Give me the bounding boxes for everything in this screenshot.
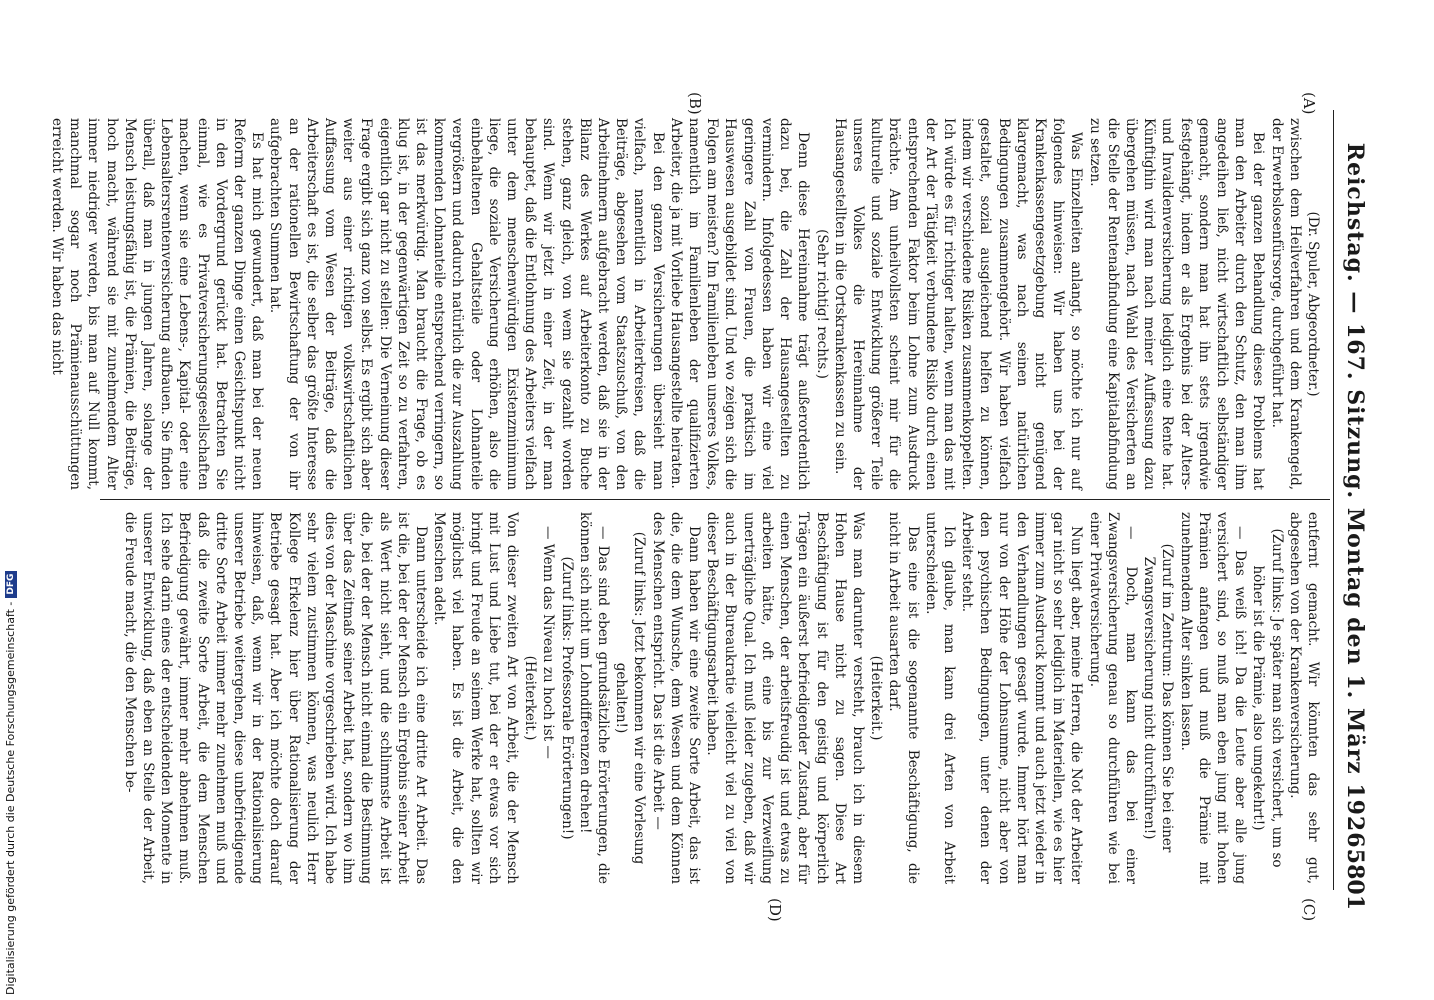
left-column [48,118,1322,490]
interjection: (Heiterkeit.) [522,655,539,741]
margin-marker-b: (B) [686,92,704,115]
dfg-logo: DFG [5,571,17,598]
header-rule [1333,110,1334,890]
interjection: (Heiterkeit.) [868,655,885,741]
margin-marker-d: (D) [766,898,784,922]
right-column [102,512,1322,884]
interjection: (Zuruf links: Professorale Erörterungen!) [558,556,575,840]
paragraph: Was man darunter versteht, brauch ich in diesem Hohen Hause nicht zu sagen. Diese Art Beschäftigung ist für den geistig und körperlich Trägen ein äußerst befriedigender Zustand, aber für einen Menschen, der arbeitsfreudig ist und etwas zu arbeiten hätte, oft eine bis zur Verzweiflung unerträgliche Qual. Ich muß leider zugeben, daß wir auch in der Bureaukratie vielleicht viel zu viel von dieser Beschäftigungsarbeit haben. [704,512,866,884]
page-header [1334,110,1374,910]
credit-text: Digitalisierung gefördert durch die Deutsche Forschungsgemeinschaft - [4,601,17,995]
digitization-credit [4,571,17,995]
page-number: 5801 [1342,848,1368,910]
paragraph: — Das weiß ich! Da die Leute aber alle jung versichert sind, so muß man eben jung mit hohen Prämien anfangen und muß die Prämie mit zunehmendem Alter sinken lassen. [1177,512,1249,884]
paragraph: Denn diese Hereinnahme trägt außerordentlich dazu bei, die Zahl der Hausangestellten zu vermindern. Infolgedessen haben wir eine viel geringere Zahl von Frauen, die praktisch im Hauswesen ausgebildet sind. Und wo zeigen sich die Folgen am meisten? Im Familienleben unseres Volkes, namentlich im Familienleben der qualifizierten Arbeiter, die ja mit Vorliebe Hausangestellte heiraten. [667,118,812,490]
paragraph: Es hat mich gewundert, daß man bei der neuen Reform der ganzen Dinge einen Gesichtspunkt nicht in den Vordergrund gerückt hat. Betrachten Sie einmal, wie es Privatversicherungsgesellschaften machen, wenn sie eine Lebens-, Kapital- oder eine Lebensaltersrentenversicherung aufbauen. Sie finden überall, daß man in jungen Jahren, solange der Mensch leistungsfähig ist, die Prämien, die Beiträge, hoch macht, während sie mit zunehmendem Alter immer niedriger werden, bis man auf Null kommt, manchmal sogar noch Prämienausschüttungen erreicht werden. Wir haben das nicht [48,118,266,490]
paragraph: — Das sind eben grundsätzliche Erörterungen, die können sich nicht um Lohndifferenzen drehen! [576,512,612,884]
paragraph: Ich glaube, man kann drei Arten von Arbeit unterscheiden. [922,512,957,884]
paragraph: Das eine ist die sogenannte Beschäftigung, die nicht in Arbeit ausarten darf. [886,512,921,884]
paragraph: — Doch, man kann das bei einer Zwangsversicherung genau so durchführen wie bei einer Privatversicherung. [1086,512,1139,884]
paragraph: Bei der ganzen Behandlung dieses Problems hat man den Arbeiter durch den Schutz, den man ihm angedeihen ließ, nicht wirtschaftlich selbständiger gemacht, sondern man hat ihn stets irgendwie festgehängt, indem er als Ergebnis bei der Alters- und Invalidenversicherung lediglich eine Rente hat. Künftighin wird man nach meiner Auffassung dazu übergehen müssen, nach Wahl des Versicherten an die Stelle der Rentenabfindung eine Kapitalabfindung zu setzen. [1086,118,1267,490]
interjection: (Dr. Spuler, Abgeordneter.) [1305,211,1321,397]
paragraph: — Wenn das Niveau zu hoch ist — [540,526,557,759]
paragraph: zwischen dem Heilverfahren und dem Krankengeld, der Erwerbslosenfürsorge, durchgeführt hat. [1268,118,1303,490]
paragraph: Dann unterscheide ich eine dritte Art Arbeit. Das ist die, bei der der Mensch ein Ergebnis seiner Arbeit als Wert nicht sieht, und die schlimmste Arbeit ist die, bei der der Mensch nicht einmal die Bestimmung über das Zeitmaß seiner Arbeit hat, sondern wo ihm dies von der Maschine vorgeschrieben wird. Ich habe sehr vielem zustimmen können, was neulich Herr Kollege Erkelenz hier über Rationalisierung der Betriebe gesagt hat. Aber ich möchte doch darauf hinweisen, daß, wenn wir in der Rationalisierung unserer Betriebe weitergehen, diese unbefriedigende dritte Sorte Arbeit immer mehr zunehmen muß und daß die zweite Sorte Arbeit, die dem Menschen Befriedigung gewährt, immer mehr abnehmen muß. Ich sehe darin eines der entscheidenden Momente in unserer Entwicklung, daß eben an Stelle der Arbeit, die Freude macht, die den Menschen be- [121,512,430,884]
margin-marker-c: (C) [1300,898,1318,922]
interjection: (Sehr richtig! rechts.) [813,229,830,379]
paragraph: Dann haben wir eine zweite Sorte Arbeit, das ist die, die dem Wunsche, dem Wesen und dem Können des Menschen entspricht. Das ist die Arbeit — [649,512,703,884]
interjection: (Zuruf links: Jetzt bekommen wir eine Vorlesung gehalten!) [613,531,648,865]
interjection: (Zuruf im Zentrum: Das können Sie bei einer Zwangsversicherung nicht durchführen!) [1141,543,1176,853]
column-divider [100,499,1330,500]
paragraph: Was Einzelheiten anlangt, so möchte ich nur auf folgendes hinweisen: Wir haben uns bei der Krankenkassengesetzgebung nicht genügend klargemacht, was nach seinen natürlichen Bedingungen zusammengehört. Wir haben vielfach gestaltet, sozial ausgleichend helfen zu können, indem wir verschiedene Risiken zusammenkoppelten. Ich würde es für richtiger halten, wenn man das mit der Art der Tätigkeit verbundene Risiko durch einen entsprechenden Faktor beim Lohne zum Ausdruck brächte. Am unheilvollsten scheint mir für die kulturelle und soziale Entwicklung größerer Teile unseres Volkes die Hereinnahme der Hausangestellten in die Ortskrankenkassen zu sein. [831,118,1085,490]
paragraph: entfernt gemacht. Wir könnten das sehr gut, abgesehen von der Krankenversicherung. [1286,512,1321,884]
paragraph: Nun liegt aber, meine Herren, die Not der Arbeiter gar nicht so sehr lediglich im Materiellen, wie es hier immer zum Ausdruck kommt und auch jetzt wieder in den Verhandlungen gesagt wurde. Immer hört man nur von der Höhe der Lohnsumme, nicht aber von den psychischen Bedingungen, unter denen der Arbeiter steht. [959,512,1085,884]
interjection: (Zuruf links: Je später man sich versichert, um so höher ist die Prämie, also umgekehrt!) [1250,528,1285,868]
margin-marker-a: (A) [1300,92,1318,115]
paragraph: Von dieser zweiten Art von Arbeit, die der Mensch mit Lust und Liebe tut, bei der er etwas vor sich bringt und Freude an seinem Werke hat, sollten wir möglichst viel haben. Es ist die Arbeit, die den Menschen adelt. [431,512,521,884]
header-title: Reichstag. — 167. Sitzung. Montag den 1. März 1926. [1342,142,1368,858]
paragraph: Bei den ganzen Versicherungen übersieht man vielfach, namentlich in Arbeiterkreisen, daß die Beiträge, abgesehen vom Staatszuschuß, von den Arbeitnehmern aufgebracht werden, daß sie in der Bilanz des Werkes auf Arbeiterkonto zu Buche stehen, ganz gleich, von wem sie gezahlt worden sind. Wenn wir jetzt in einer Zeit, in der man behauptet, daß die Entlohnung des Arbeiters vielfach unter dem menschenwürdigen Existenzminimum liege, die soziale Versicherung erhöhen, also die einbehaltenen Gehaltsteile oder Lohnanteile vergrößern und dadurch natürlich die zur Auszahlung kommenden Lohnanteile entsprechend verringern, so ist das merkwürdig. Man braucht die Frage, ob es klug ist, in der gegenwärtigen Zeit so zu verfahren, eigentlich gar nicht zu stellen: Die Verneinung dieser Frage ergibt sich ganz von selbst. Es ergibt sich aber weiter aus einer richtigen volkswirtschaftlichen Auffassung vom Wesen der Beiträge, daß die Arbeiterschaft es ist, die selber das größte Interesse an der rationellen Bewirtschaftung der von ihr aufgebrachten Summen hat. [267,118,666,490]
